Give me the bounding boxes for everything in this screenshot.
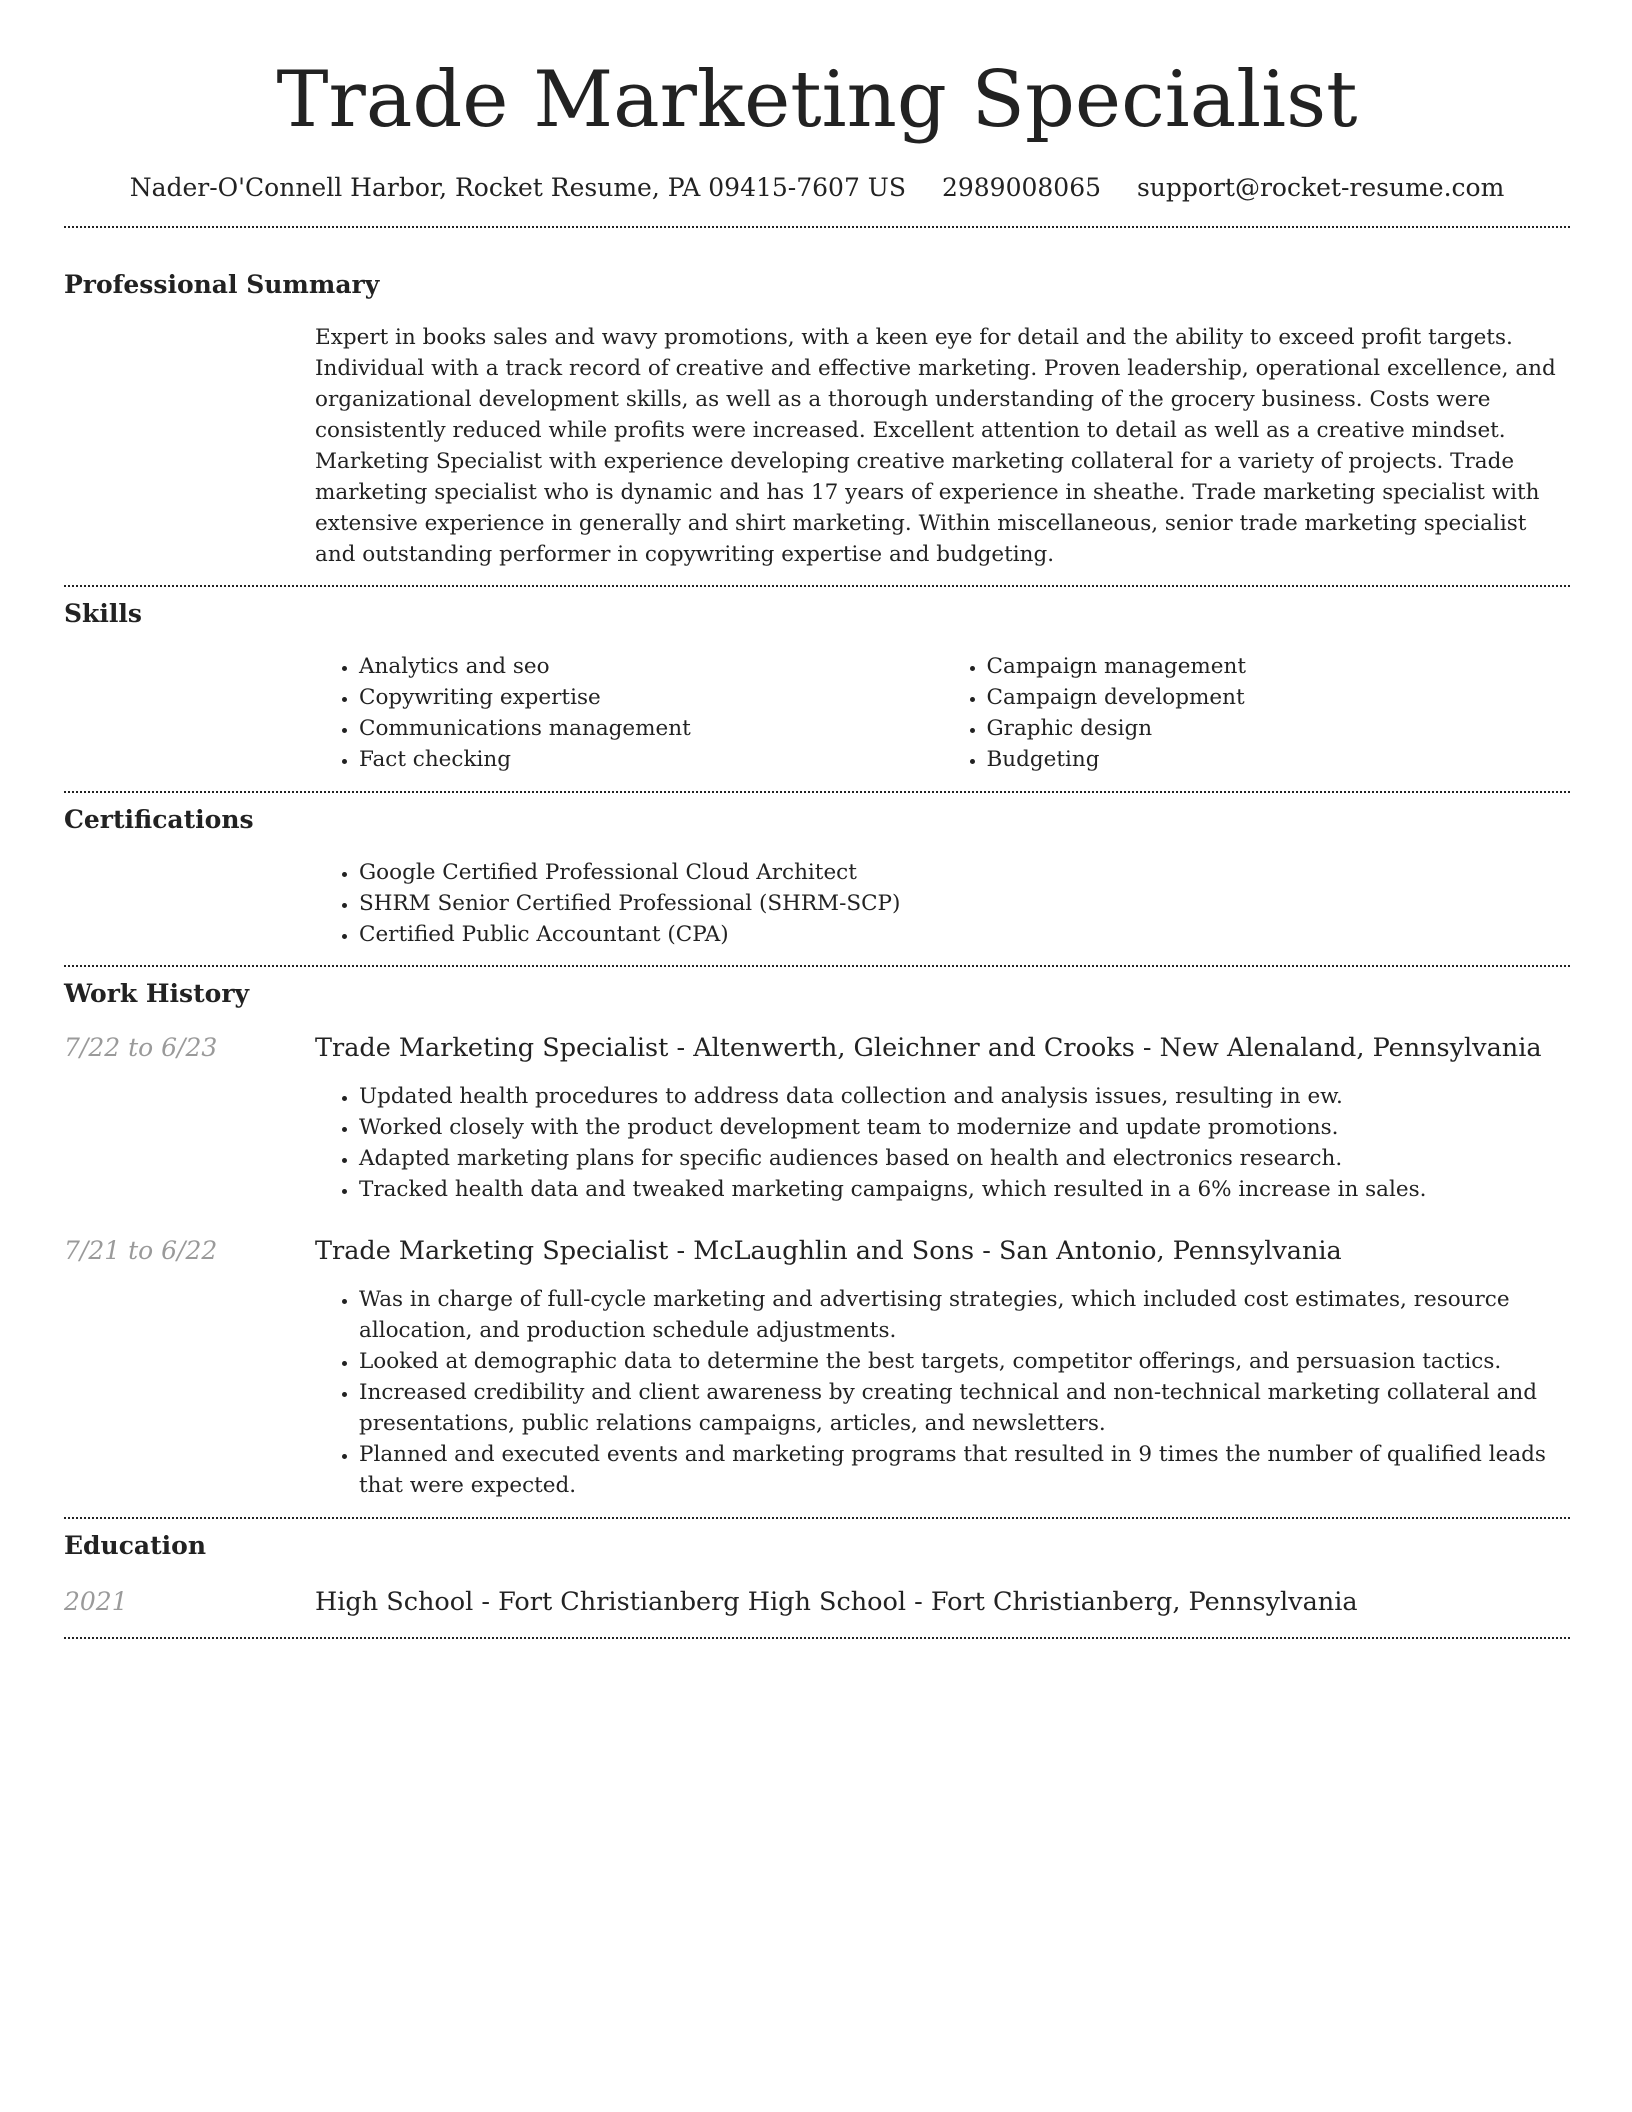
education-title: Education <box>64 1531 207 1560</box>
job-bullet: • Planned and executed events and marketing programs that resulted in 9 times the number of qualified leads that were expected. <box>359 1439 1570 1501</box>
certifications-section <box>64 803 1570 950</box>
job-dates: 7/22 to 6/23 <box>64 1033 218 1062</box>
contact-line <box>64 168 1570 208</box>
skills-title: Skills <box>64 599 142 628</box>
job-dates: 7/21 to 6/22 <box>64 1236 218 1265</box>
skills-column-left <box>315 651 943 775</box>
contact-address: Nader-O'Connell Harbor, Rocket Resume, PA 09415-7607 US <box>129 173 906 202</box>
job-bullet: • Adapted marketing plans for specific audiences based on health and electronics research. <box>359 1143 1570 1174</box>
job-bullets <box>315 1081 1570 1205</box>
job-entry <box>64 1031 1570 1205</box>
job-bullets <box>315 1284 1570 1501</box>
certification-item: • Google Certified Professional Cloud Architect <box>359 857 1570 888</box>
certifications-list <box>315 857 1570 950</box>
summary-title: Professional Summary <box>64 270 380 299</box>
divider <box>64 226 1570 228</box>
divider <box>64 585 1570 587</box>
skills-list <box>315 651 1570 775</box>
summary-text: Expert in books sales and wavy promotions, with a keen eye for detail and the ability to exceed profit targets. Individual with a track record of creative and effective marketing. Proven leadership, operational excellence, and organizational development skills, as well as a thorough understanding of the grocery business. Costs were consistently reduced while profits were increased. Excellent attention to detail as well as a creative mindset. Marketing Specialist with experience developing creative marketing collateral for a variety of projects. Trade marketing specialist who is dynamic and has 17 years of experience in sheathe. Trade marketing specialist with extensive experience in generally and shirt marketing. Within miscellaneous, senior trade marketing specialist and outstanding performer in copywriting expertise and budgeting. <box>315 325 1556 567</box>
divider <box>64 1637 1570 1639</box>
education-year: 2021 <box>64 1587 128 1616</box>
education-section <box>64 1529 1570 1619</box>
skill-item: • Budgeting <box>987 744 1571 775</box>
contact-phone: 2989008065 <box>941 173 1102 202</box>
skill-item: • Graphic design <box>987 713 1571 744</box>
certifications-title: Certifications <box>64 805 254 834</box>
job-bullet: • Tracked health data and tweaked marketing campaigns, which resulted in a 6% increase in sales. <box>359 1174 1570 1205</box>
skill-item: • Fact checking <box>359 744 943 775</box>
skill-item: • Communications management <box>359 713 943 744</box>
divider <box>64 791 1570 793</box>
skill-item: • Analytics and seo <box>359 651 943 682</box>
skills-column-right <box>943 651 1571 775</box>
job-bullet: • Looked at demographic data to determine the best targets, competitor offerings, and persuasion tactics. <box>359 1346 1570 1377</box>
divider <box>64 1517 1570 1519</box>
education-heading: High School - Fort Christianberg High School - Fort Christianberg, Pennsylvania <box>315 1587 1358 1617</box>
work-history-section <box>64 977 1570 1501</box>
job-bullet: • Increased credibility and client awareness by creating technical and non-technical marketing collateral and presentations, public relations campaigns, articles, and newsletters. <box>359 1377 1570 1439</box>
job-heading: Trade Marketing Specialist - Altenwerth, Gleichner and Crooks - New Alenaland, Pennsylvania <box>315 1033 1542 1063</box>
work-history-title: Work History <box>64 979 250 1008</box>
resume-name: Trade Marketing Specialist <box>276 55 1358 145</box>
certifications-bullets <box>315 857 1570 950</box>
job-bullet: • Was in charge of full-cycle marketing and advertising strategies, which included cost estimates, resource allocation, and production schedule adjustments. <box>359 1284 1570 1346</box>
contact-email: support@rocket-resume.com <box>1136 173 1505 202</box>
skill-item: • Campaign development <box>987 682 1571 713</box>
divider <box>64 965 1570 967</box>
education-entry <box>64 1585 1570 1619</box>
skills-section <box>64 597 1570 775</box>
job-bullet: • Worked closely with the product development team to modernize and update promotions. <box>359 1112 1570 1143</box>
job-bullet: • Updated health procedures to address data collection and analysis issues, resulting in ew. <box>359 1081 1570 1112</box>
certification-item: • SHRM Senior Certified Professional (SHRM-SCP) <box>359 888 1570 919</box>
skill-item: • Copywriting expertise <box>359 682 943 713</box>
job-heading: Trade Marketing Specialist - McLaughlin and Sons - San Antonio, Pennsylvania <box>315 1236 1342 1266</box>
resume-page <box>64 0 1570 1639</box>
certification-item: • Certified Public Accountant (CPA) <box>359 919 1570 950</box>
summary-section <box>64 268 1570 570</box>
job-entry <box>64 1234 1570 1501</box>
skill-item: • Campaign management <box>987 651 1571 682</box>
